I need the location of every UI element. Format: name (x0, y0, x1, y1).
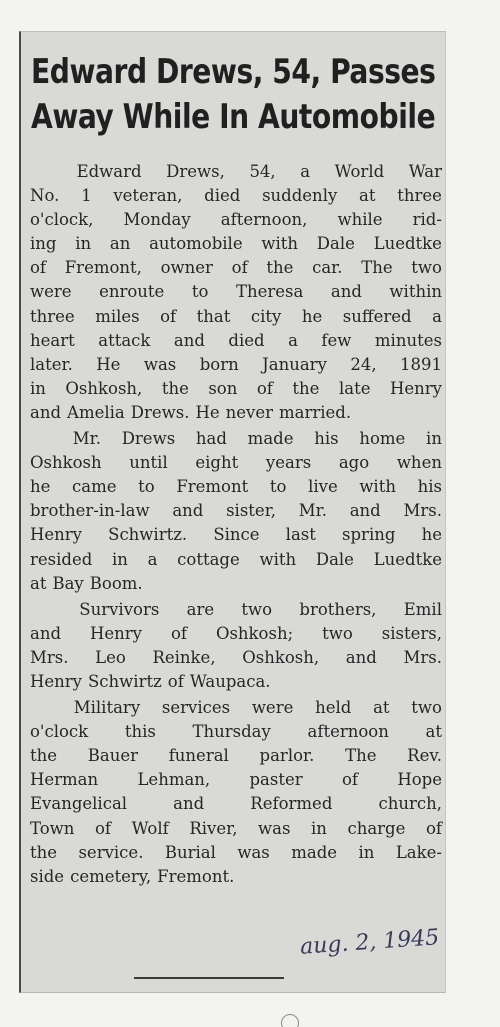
paragraph (30, 160, 442, 425)
word: of (94, 818, 112, 838)
word: No. (30, 186, 60, 206)
text-line (30, 744, 442, 768)
indent (30, 160, 52, 184)
word: River, (189, 818, 238, 838)
word: home (359, 429, 406, 449)
word: heart (30, 330, 75, 350)
word: suddenly (262, 186, 338, 206)
text-line (30, 160, 442, 184)
text-line (30, 768, 442, 792)
word: Reinke, (152, 647, 216, 667)
word: and (172, 501, 204, 521)
text-line (30, 523, 442, 547)
word: in (112, 549, 128, 569)
word: two (241, 599, 273, 619)
word: Oshkosh, (65, 378, 143, 398)
word: few (321, 330, 352, 350)
word: three (397, 186, 442, 206)
word: he (421, 525, 442, 545)
word: Fremont, (64, 258, 142, 278)
text-line (30, 305, 442, 329)
word: Rev. (407, 746, 442, 766)
word: The (361, 258, 393, 278)
word: cottage (177, 549, 240, 569)
word: Oshkosh; (215, 623, 294, 643)
text-line (30, 280, 442, 304)
word: January (262, 354, 327, 374)
text-line (30, 670, 442, 694)
word: until (129, 453, 168, 473)
word: Town (30, 818, 75, 838)
word: rid- (412, 210, 442, 230)
word: ing (30, 234, 57, 254)
text-line (30, 696, 442, 720)
word: The (345, 746, 377, 766)
word: while (337, 210, 383, 230)
word: Theresa (235, 282, 304, 302)
word: suffered (342, 306, 412, 326)
word: o'clock, (30, 210, 94, 230)
word: cemetery, (70, 866, 152, 886)
word: Lake- (395, 842, 442, 862)
word: of (30, 258, 47, 278)
word: minutes (374, 330, 442, 350)
word: of (167, 671, 184, 691)
word: sister, (226, 501, 277, 521)
word: Waupaca. (189, 671, 271, 691)
word: afternoon, (220, 210, 308, 230)
word: Mrs. (30, 647, 69, 667)
closing-rule (134, 977, 284, 979)
word: and (173, 330, 205, 350)
word: of (341, 770, 358, 790)
word: Drews. (130, 402, 190, 422)
word: Mrs. (403, 501, 442, 521)
word: Monday (123, 210, 191, 230)
word: resided (30, 549, 93, 569)
indent (30, 696, 52, 720)
indent (30, 427, 52, 451)
text-line (30, 377, 442, 401)
word: two (411, 698, 442, 718)
text-line (30, 572, 442, 596)
word: sisters, (381, 623, 442, 643)
word: his (417, 477, 442, 497)
word: never (225, 402, 273, 422)
indent (30, 598, 52, 622)
word: War (408, 162, 442, 181)
word: veteran, (113, 186, 183, 206)
word: Edward (76, 162, 142, 181)
word: came (72, 477, 117, 497)
word: the (30, 746, 58, 766)
word: of (170, 623, 187, 643)
word: the (161, 378, 189, 398)
word: car. (312, 258, 343, 278)
text-line (30, 548, 442, 572)
word: Schwirtz. (108, 525, 188, 545)
handwritten-date: aug. 2, 1945 (299, 925, 441, 960)
text-line (30, 427, 442, 451)
word: live (308, 477, 338, 497)
word: Bauer (87, 746, 138, 766)
text-line (30, 329, 442, 353)
word: in (311, 818, 327, 838)
word: Burial (164, 842, 216, 862)
word: Emil (403, 599, 442, 619)
word: charge (347, 818, 406, 838)
word: and (345, 647, 377, 667)
word: of (160, 306, 177, 326)
word: at (425, 722, 442, 742)
word: Boom. (89, 573, 143, 593)
word: eight (195, 453, 239, 473)
paragraph (30, 427, 442, 596)
word: side (30, 866, 65, 886)
word: attack (98, 330, 151, 350)
word: to (191, 282, 209, 302)
word: Mr. (298, 501, 327, 521)
word: Dale (316, 234, 355, 254)
text-line (30, 208, 442, 232)
word: city (250, 306, 282, 326)
word: a (288, 330, 298, 350)
word: born (199, 354, 239, 374)
word: 1891 (400, 354, 442, 374)
word: with (359, 477, 396, 497)
word: Amelia (67, 402, 125, 422)
article-body (30, 160, 442, 889)
word: Mr. (72, 429, 101, 449)
word: Reformed (250, 794, 333, 814)
word: last (285, 525, 316, 545)
paragraph (30, 696, 442, 889)
word: Hope (397, 770, 442, 790)
word: Oshkosh (30, 453, 102, 473)
word: were (251, 698, 294, 718)
word: owner (160, 258, 213, 278)
word: Henry (30, 671, 82, 691)
word: Henry (389, 378, 442, 398)
text-line (30, 817, 442, 841)
word: Bay (52, 573, 84, 593)
word: three (30, 306, 75, 326)
word: enroute (99, 282, 165, 302)
word: Lehman, (137, 770, 211, 790)
word: Fremont (176, 477, 249, 497)
word: spring (342, 525, 396, 545)
word: made (291, 842, 338, 862)
word: to (269, 477, 287, 497)
word: and (30, 402, 62, 422)
word: Henry (30, 525, 82, 545)
word: He (96, 354, 121, 374)
text-line (30, 451, 442, 475)
word: and (173, 794, 205, 814)
word: parlor. (259, 746, 315, 766)
text-line (30, 256, 442, 280)
word: church, (378, 794, 442, 814)
text-line (30, 598, 442, 622)
word: years (265, 453, 312, 473)
word: are (186, 599, 215, 619)
word: the (30, 842, 58, 862)
word: service. (78, 842, 144, 862)
word: paster (249, 770, 303, 790)
word: in (30, 378, 46, 398)
word: in (426, 429, 442, 449)
word: in (75, 234, 92, 254)
word: to (138, 477, 155, 497)
word: miles (95, 306, 140, 326)
word: married. (279, 402, 352, 422)
text-line (30, 232, 442, 256)
text-line (30, 622, 442, 646)
word: had (195, 429, 227, 449)
word: World (334, 162, 385, 181)
word: of (256, 378, 273, 398)
word: Schwirtz (88, 671, 162, 691)
word: this (124, 722, 156, 742)
word: Wolf (131, 818, 169, 838)
text-line (30, 865, 442, 889)
word: o'clock (30, 722, 89, 742)
word: brother-in-law (30, 501, 150, 521)
word: afternoon (307, 722, 389, 742)
word: with (261, 234, 299, 254)
word: Luedtke (373, 549, 442, 569)
word: brothers, (299, 599, 377, 619)
word: was (237, 842, 270, 862)
word: Since (213, 525, 260, 545)
word: He (195, 402, 220, 422)
word: Mrs. (403, 647, 442, 667)
word: was (258, 818, 291, 838)
word: an (109, 234, 131, 254)
word: funeral (168, 746, 229, 766)
headline-line-1: Edward Drews, 54, Passes (31, 52, 436, 92)
word: a (432, 306, 442, 326)
word: two (411, 258, 442, 278)
word: 1 (81, 186, 92, 206)
word: of (231, 258, 248, 278)
word: at (373, 698, 390, 718)
paragraph (30, 598, 442, 694)
word: Leo (95, 647, 126, 667)
word: two (322, 623, 353, 643)
word: Fremont. (157, 866, 235, 886)
word: and (349, 501, 381, 521)
word: Drews, (166, 162, 225, 181)
word: Herman (30, 770, 99, 790)
newspaper-clipping (19, 31, 446, 993)
word: a (300, 162, 311, 181)
word: made (247, 429, 294, 449)
word: later. (30, 354, 73, 374)
text-line (30, 841, 442, 865)
word: services (161, 698, 231, 718)
text-line (30, 646, 442, 670)
word: and (330, 282, 362, 302)
word: within (389, 282, 442, 302)
word: Dale (315, 549, 354, 569)
word: died (228, 330, 265, 350)
word: the (292, 378, 320, 398)
word: ago (338, 453, 370, 473)
word: Survivors (79, 599, 160, 619)
word: Oshkosh, (242, 647, 320, 667)
word: were (30, 282, 72, 302)
word: Luedtke (373, 234, 442, 254)
word: of (425, 818, 442, 838)
text-line (30, 499, 442, 523)
word: Evangelical (30, 794, 128, 814)
text-line (30, 401, 442, 425)
word: that (196, 306, 231, 326)
word: son (208, 378, 238, 398)
word: the (266, 258, 294, 278)
word: at (30, 573, 47, 593)
text-line (30, 475, 442, 499)
text-line (30, 792, 442, 816)
text-line (30, 720, 442, 744)
headline-line-2: Away While In Automobile (31, 97, 436, 137)
text-line (30, 184, 442, 208)
word: with (259, 549, 297, 569)
word: held (315, 698, 352, 718)
word: Drews (121, 429, 176, 449)
word: 54, (249, 162, 276, 181)
word: a (147, 549, 158, 569)
word: was (143, 354, 177, 374)
word: 24, (350, 354, 377, 374)
word: late (338, 378, 371, 398)
word: at (359, 186, 376, 206)
word: in (358, 842, 375, 862)
word: died (204, 186, 241, 206)
word: Henry (89, 623, 142, 643)
word: he (30, 477, 51, 497)
text-line (30, 353, 442, 377)
word: Military (73, 698, 141, 718)
word: automobile (149, 234, 243, 254)
word: he (301, 306, 323, 326)
margin-mark (281, 1014, 299, 1027)
word: when (396, 453, 442, 473)
word: and (30, 623, 62, 643)
word: his (314, 429, 339, 449)
headline (31, 50, 436, 140)
word: Thursday (192, 722, 271, 742)
